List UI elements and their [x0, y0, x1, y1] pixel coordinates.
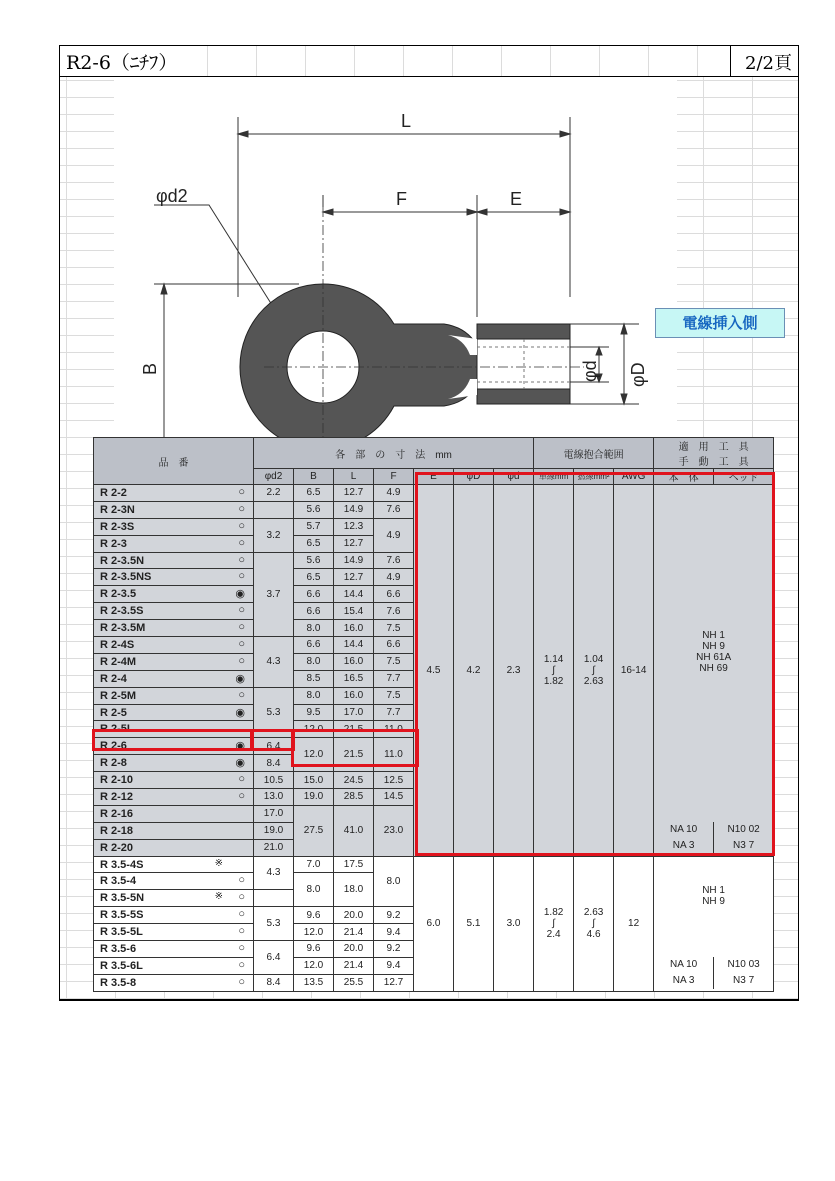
col-header: φd: [494, 469, 534, 485]
spec-cell: 12.0: [294, 721, 334, 738]
spec-cell: 7.6: [374, 501, 414, 518]
head-dims: 各 部 の 寸 法 mm: [254, 438, 534, 469]
spec-cell: 4.2: [454, 485, 494, 857]
col-header: F: [374, 469, 414, 485]
spec-cell: 16-14: [614, 485, 654, 857]
spec-cell: 7.5: [374, 687, 414, 704]
stock-mark: ◉: [235, 588, 245, 601]
stock-mark: ○: [238, 688, 245, 701]
stock-mark: ○: [238, 536, 245, 549]
spec-cell: 9.4: [374, 957, 414, 974]
col-header: φD: [454, 469, 494, 485]
spec-cell: 16.0: [334, 620, 374, 637]
spec-cell: 17.0: [254, 805, 294, 822]
spec-cell: 8.0: [294, 620, 334, 637]
col-header: L: [334, 469, 374, 485]
head-tools: 適 用 工 具 手 動 工 具: [654, 438, 774, 469]
spec-cell: 17.5: [334, 856, 374, 873]
spec-cell: 9.6: [294, 941, 334, 958]
spec-cell: 1.82 ∫ 2.4: [534, 856, 574, 991]
product-name: R 3.5-4: [100, 875, 137, 888]
col-header: 撚線mm²: [574, 469, 614, 485]
spec-cell: 24.5: [334, 772, 374, 789]
spec-cell: 6.4: [254, 941, 294, 975]
spec-table-wrapper: [93, 437, 795, 992]
stock-mark: ○: [238, 908, 245, 921]
spec-cell: 15.4: [334, 603, 374, 620]
spec-cell: 8.5: [294, 670, 334, 687]
product-cell: [94, 535, 254, 552]
product-name: R 2-3.5S: [100, 605, 144, 618]
spec-cell: 28.5: [334, 789, 374, 806]
product-name: R 2-3.5M: [100, 622, 146, 635]
product-cell: [94, 569, 254, 586]
spec-cell: 11.0: [374, 721, 414, 738]
spec-cell: 6.5: [294, 569, 334, 586]
spec-cell: 6.0: [414, 856, 454, 991]
spreadsheet-page: [59, 45, 799, 1001]
product-cell: [94, 485, 254, 502]
stock-mark: ○: [238, 604, 245, 617]
stock-mark: ○: [238, 486, 245, 498]
spec-cell: 12.0: [294, 957, 334, 974]
stock-mark: ○: [238, 519, 245, 532]
spec-cell: 9.2: [374, 941, 414, 958]
spec-cell: 2.63 ∫ 4.6: [574, 856, 614, 991]
product-cell: [94, 620, 254, 637]
spec-cell: 12.0: [294, 738, 334, 772]
stock-mark: ◉: [235, 706, 245, 719]
spec-cell: 7.7: [374, 670, 414, 687]
tool-cell: NH 1 NH 9 NA 10 NA 3 N10 03 N3 7: [654, 856, 774, 991]
stock-mark: ○: [238, 891, 245, 904]
product-cell: [94, 890, 254, 907]
spec-cell: 18.0: [334, 873, 374, 907]
spec-cell: 4.9: [374, 485, 414, 502]
spec-cell: 5.6: [294, 552, 334, 569]
product-cell: [94, 755, 254, 772]
spec-cell: 19.0: [254, 822, 294, 839]
col-header: 単線mm: [534, 469, 574, 485]
col-header: E: [414, 469, 454, 485]
product-name: R 3.5-4S: [100, 858, 144, 871]
product-cell: [94, 822, 254, 839]
product-cell: [94, 805, 254, 822]
spec-cell: 1.14 ∫ 1.82: [534, 485, 574, 857]
spec-cell: 20.0: [334, 907, 374, 924]
wire-insertion-side-label: 電線挿入側: [655, 308, 785, 338]
product-cell: [94, 721, 254, 738]
spec-cell: 10.5: [254, 772, 294, 789]
product-cell: [94, 957, 254, 974]
stock-mark: ○: [238, 975, 245, 988]
spec-cell: 21.4: [334, 924, 374, 941]
product-name: R 2-4S: [100, 638, 135, 651]
stock-mark: ○: [238, 773, 245, 786]
product-cell: [94, 687, 254, 704]
dim-E: E: [510, 189, 523, 209]
spec-cell: 12.7: [334, 569, 374, 586]
spec-cell: 9.6: [294, 907, 334, 924]
spec-cell: 6.6: [294, 637, 334, 654]
dim-D: φD: [628, 362, 648, 387]
product-name: R 2-8: [100, 757, 127, 770]
spec-cell: 12: [614, 856, 654, 991]
product-name: R 3.5-6: [100, 942, 137, 955]
product-cell: [94, 653, 254, 670]
spec-cell: 1.04 ∫ 2.63: [574, 485, 614, 857]
spec-cell: 16.0: [334, 687, 374, 704]
product-cell: [94, 907, 254, 924]
product-cell: [94, 873, 254, 890]
stock-mark: ◉: [235, 740, 245, 753]
stock-mark: ○: [238, 502, 245, 515]
spec-cell: 15.0: [294, 772, 334, 789]
product-name: R 2-5M: [100, 689, 137, 702]
spec-cell: 12.0: [294, 924, 334, 941]
spec-cell: 6.5: [294, 535, 334, 552]
spec-cell: 16.0: [334, 653, 374, 670]
spec-cell: 5.3: [254, 907, 294, 941]
spec-cell: 5.3: [254, 687, 294, 738]
product-name: R 2-3: [100, 537, 127, 550]
stock-mark: ○: [238, 638, 245, 651]
dim-L: L: [401, 111, 412, 131]
spec-cell: 3.7: [254, 552, 294, 636]
spec-cell: 4.3: [254, 856, 294, 890]
product-cell: [94, 637, 254, 654]
table-row: [94, 485, 774, 502]
dim-B: B: [140, 362, 160, 375]
spec-cell: 16.5: [334, 670, 374, 687]
spec-cell: 4.5: [414, 485, 454, 857]
product-cell: [94, 518, 254, 535]
spec-cell: 41.0: [334, 805, 374, 856]
product-cell: [94, 974, 254, 991]
spec-cell: 3.2: [254, 518, 294, 552]
spec-cell: 6.6: [294, 586, 334, 603]
spec-cell: 7.5: [374, 620, 414, 637]
dim-F: F: [396, 189, 407, 209]
dim-d2: φd2: [156, 186, 188, 206]
product-name: R 2-2: [100, 486, 127, 499]
spec-cell: 12.5: [374, 772, 414, 789]
spec-cell: 21.5: [334, 721, 374, 738]
col-header: φd2: [254, 469, 294, 485]
product-name: R 2-3.5: [100, 588, 137, 601]
col-header: 本 体: [654, 469, 714, 485]
product-name: R 2-3N: [100, 503, 135, 516]
product-name: R 2-12: [100, 790, 134, 803]
spec-cell: 19.0: [294, 789, 334, 806]
col-header: B: [294, 469, 334, 485]
product-name: R 3.5-5S: [100, 909, 144, 922]
spec-cell: 7.0: [294, 856, 334, 873]
spec-cell: 14.9: [334, 501, 374, 518]
spec-cell: 9.5: [294, 704, 334, 721]
col-header: AWG: [614, 469, 654, 485]
spec-cell: 8.4: [254, 755, 294, 772]
product-cell: [94, 603, 254, 620]
spec-cell: 21.0: [254, 839, 294, 856]
product-cell: [94, 789, 254, 806]
product-name: R 2-20: [100, 841, 134, 854]
spec-cell: 6.6: [294, 603, 334, 620]
product-cell: [94, 772, 254, 789]
spec-cell: 27.5: [294, 805, 334, 856]
spec-cell: 12.7: [374, 974, 414, 991]
stock-mark: ◉: [235, 672, 245, 685]
product-name: R 3.5-5L: [100, 926, 143, 939]
spec-cell: 25.5: [334, 974, 374, 991]
spec-cell: [254, 890, 294, 907]
spec-table: [93, 437, 774, 992]
spec-cell: 6.4: [254, 738, 294, 755]
spec-cell: 12.7: [334, 535, 374, 552]
product-cell: [94, 856, 254, 873]
product-name: R 2-16: [100, 807, 134, 820]
product-name: R 2-4M: [100, 655, 137, 668]
stock-mark: ○: [238, 553, 245, 566]
note-mark: ※: [214, 857, 223, 869]
table-row: [94, 856, 774, 873]
product-cell: [94, 924, 254, 941]
stock-mark: ◉: [235, 757, 245, 770]
spec-cell: 14.4: [334, 586, 374, 603]
stock-mark: ○: [238, 621, 245, 634]
col-header: ヘッド: [714, 469, 774, 485]
product-name: R 2-4: [100, 672, 127, 685]
spec-cell: 14.9: [334, 552, 374, 569]
spec-cell: 6.6: [374, 586, 414, 603]
spec-cell: [254, 501, 294, 518]
spec-cell: 8.0: [294, 687, 334, 704]
product-cell: [94, 704, 254, 721]
spec-cell: 7.5: [374, 653, 414, 670]
stock-mark: ○: [238, 942, 245, 955]
product-cell: [94, 670, 254, 687]
spec-cell: 4.9: [374, 569, 414, 586]
spec-cell: 8.4: [254, 974, 294, 991]
product-name: R 3.5-5N: [100, 892, 145, 905]
spec-cell: 14.4: [334, 637, 374, 654]
stock-mark: ○: [238, 874, 245, 887]
spec-cell: 5.1: [454, 856, 494, 991]
product-name: R 2-5L: [100, 723, 134, 736]
spec-cell: 4.9: [374, 518, 414, 552]
head-product: 品 番: [94, 438, 254, 485]
product-name: R 2-18: [100, 824, 134, 837]
spec-cell: 5.6: [294, 501, 334, 518]
spec-cell: 20.0: [334, 941, 374, 958]
spec-cell: 11.0: [374, 738, 414, 772]
product-cell: [94, 738, 254, 755]
spec-cell: 21.5: [334, 738, 374, 772]
spec-cell: 21.4: [334, 957, 374, 974]
spec-cell: 6.6: [374, 637, 414, 654]
spec-cell: 14.5: [374, 789, 414, 806]
spec-cell: 23.0: [374, 805, 414, 856]
product-name: R 2-3S: [100, 520, 135, 533]
spec-cell: 13.0: [254, 789, 294, 806]
page-title: R2-6（ﾆﾁﾌ）: [66, 52, 178, 74]
stock-mark: ○: [238, 925, 245, 938]
product-cell: [94, 941, 254, 958]
spec-cell: 7.6: [374, 603, 414, 620]
spec-cell: 9.4: [374, 924, 414, 941]
spec-cell: 12.3: [334, 518, 374, 535]
spec-cell: 7.6: [374, 552, 414, 569]
spec-cell: 8.0: [294, 653, 334, 670]
spec-cell: 9.2: [374, 907, 414, 924]
stock-mark: ○: [238, 570, 245, 583]
sheet-header: [60, 46, 798, 77]
product-name: R 3.5-6L: [100, 959, 143, 972]
product-name: R 2-10: [100, 774, 134, 787]
product-cell: [94, 839, 254, 856]
stock-mark: ○: [238, 958, 245, 971]
product-cell: [94, 501, 254, 518]
spec-table-head: [94, 438, 774, 485]
tool-cell: NH 1 NH 9 NH 61A NH 69 NA 10 NA 3 N10 02 N3 7: [654, 485, 774, 857]
spec-cell: 4.3: [254, 637, 294, 688]
spec-cell: 3.0: [494, 856, 534, 991]
spec-cell: 17.0: [334, 704, 374, 721]
head-wire-range: 電線抱合範囲: [534, 438, 654, 469]
product-name: R 2-3.5NS: [100, 571, 152, 584]
product-cell: [94, 552, 254, 569]
product-name: R 3.5-8: [100, 976, 137, 989]
spec-cell: 2.2: [254, 485, 294, 502]
spec-table-body: [94, 485, 774, 992]
page-number: 2/2頁: [745, 53, 792, 74]
spec-cell: 6.5: [294, 485, 334, 502]
spec-cell: 13.5: [294, 974, 334, 991]
product-name: R 2-3.5N: [100, 554, 145, 567]
dim-d: φd: [580, 360, 600, 382]
spec-cell: 5.7: [294, 518, 334, 535]
terminal-drawing: [114, 77, 677, 437]
spec-cell: 8.0: [374, 856, 414, 907]
stock-mark: ○: [238, 790, 245, 803]
spec-cell: 2.3: [494, 485, 534, 857]
note-mark: ※: [214, 891, 223, 903]
spec-cell: 7.7: [374, 704, 414, 721]
product-name: R 2-5: [100, 706, 127, 719]
spec-cell: 8.0: [294, 873, 334, 907]
product-cell: [94, 586, 254, 603]
stock-mark: ○: [238, 654, 245, 667]
product-name: R 2-6: [100, 740, 127, 753]
spec-cell: 12.7: [334, 485, 374, 502]
